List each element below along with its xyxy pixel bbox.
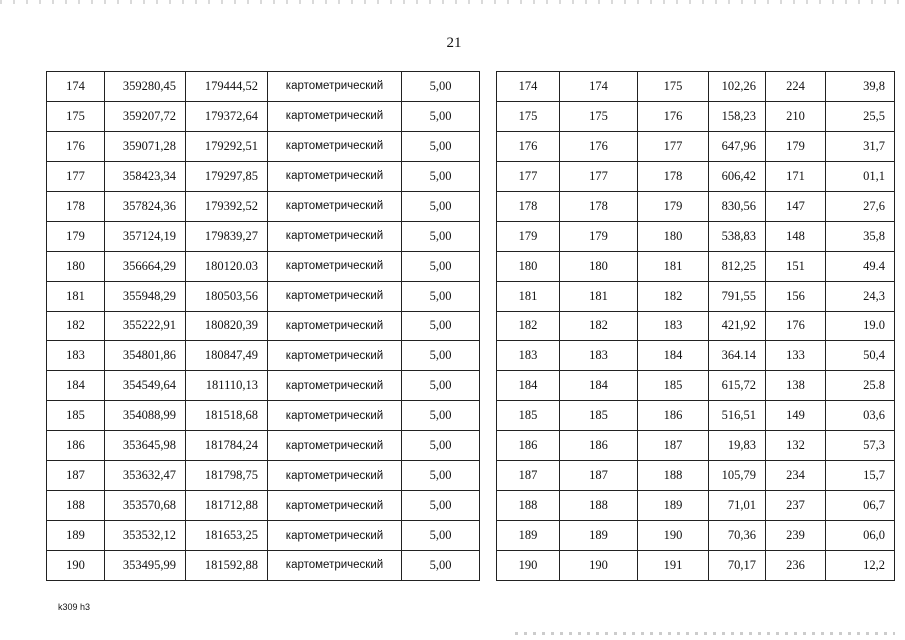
coordinate-y-cell: 179392,52 (186, 191, 268, 221)
point-number-cell: 181 (497, 281, 560, 311)
point-number-cell: 189 (47, 521, 105, 551)
angle-degrees-cell: 138 (766, 371, 826, 401)
point-number-cell: 178 (47, 191, 105, 221)
segment-to-cell: 180 (638, 221, 709, 251)
coordinate-x-cell: 357124,19 (105, 221, 186, 251)
angle-minutes-cell: 25,5 (826, 101, 895, 131)
method-cell: картометрический (268, 281, 402, 311)
table-row (47, 431, 480, 461)
accuracy-cell: 5,00 (402, 101, 480, 131)
segment-to-cell: 178 (638, 161, 709, 191)
point-number-cell: 184 (497, 371, 560, 401)
point-number-cell: 186 (47, 431, 105, 461)
angle-minutes-cell: 12,2 (826, 551, 895, 581)
segment-from-cell: 189 (560, 521, 638, 551)
angle-minutes-cell: 24,3 (826, 281, 895, 311)
length-cell: 606,42 (709, 161, 766, 191)
table-row (47, 101, 480, 131)
angle-minutes-cell: 06,7 (826, 491, 895, 521)
table-row (497, 281, 895, 311)
segment-to-cell: 185 (638, 371, 709, 401)
coordinate-y-cell: 179292,51 (186, 131, 268, 161)
method-cell: картометрический (268, 191, 402, 221)
table-row (47, 371, 480, 401)
coordinate-y-cell: 180503,56 (186, 281, 268, 311)
point-number-cell: 184 (47, 371, 105, 401)
angle-degrees-cell: 148 (766, 221, 826, 251)
point-number-cell: 178 (497, 191, 560, 221)
table-row (497, 191, 895, 221)
point-number-cell: 190 (497, 551, 560, 581)
segment-from-cell: 175 (560, 101, 638, 131)
angle-degrees-cell: 237 (766, 491, 826, 521)
boundary-segments-table (496, 71, 895, 581)
angle-minutes-cell: 31,7 (826, 131, 895, 161)
table-row (497, 131, 895, 161)
point-number-cell: 185 (47, 401, 105, 431)
coordinate-y-cell: 180820,39 (186, 311, 268, 341)
coordinate-y-cell: 181110,13 (186, 371, 268, 401)
point-number-cell: 188 (47, 491, 105, 521)
segment-to-cell: 189 (638, 491, 709, 521)
length-cell: 830,56 (709, 191, 766, 221)
table-row (47, 251, 480, 281)
segment-from-cell: 181 (560, 281, 638, 311)
coordinate-x-cell: 358423,34 (105, 161, 186, 191)
segment-from-cell: 184 (560, 371, 638, 401)
length-cell: 102,26 (709, 72, 766, 102)
coordinate-y-cell: 179444,52 (186, 72, 268, 102)
angle-degrees-cell: 133 (766, 341, 826, 371)
accuracy-cell: 5,00 (402, 311, 480, 341)
segment-to-cell: 181 (638, 251, 709, 281)
segment-from-cell: 179 (560, 221, 638, 251)
table-row (497, 221, 895, 251)
table-row (47, 161, 480, 191)
angle-minutes-cell: 57,3 (826, 431, 895, 461)
angle-degrees-cell: 176 (766, 311, 826, 341)
angle-degrees-cell: 239 (766, 521, 826, 551)
coordinate-x-cell: 353632,47 (105, 461, 186, 491)
table-row (47, 521, 480, 551)
angle-degrees-cell: 179 (766, 131, 826, 161)
accuracy-cell: 5,00 (402, 161, 480, 191)
segment-to-cell: 179 (638, 191, 709, 221)
length-cell: 105,79 (709, 461, 766, 491)
table-row (497, 461, 895, 491)
angle-minutes-cell: 15,7 (826, 461, 895, 491)
angle-minutes-cell: 50,4 (826, 341, 895, 371)
table-row (47, 401, 480, 431)
segment-from-cell: 180 (560, 251, 638, 281)
table-row (497, 491, 895, 521)
accuracy-cell: 5,00 (402, 401, 480, 431)
angle-degrees-cell: 132 (766, 431, 826, 461)
accuracy-cell: 5,00 (402, 341, 480, 371)
length-cell: 71,01 (709, 491, 766, 521)
angle-minutes-cell: 49.4 (826, 251, 895, 281)
segment-to-cell: 182 (638, 281, 709, 311)
method-cell: картометрический (268, 551, 402, 581)
coordinate-y-cell: 181798,75 (186, 461, 268, 491)
accuracy-cell: 5,00 (402, 221, 480, 251)
table-row (497, 251, 895, 281)
length-cell: 364.14 (709, 341, 766, 371)
length-cell: 70,17 (709, 551, 766, 581)
point-number-cell: 179 (497, 221, 560, 251)
angle-degrees-cell: 151 (766, 251, 826, 281)
coordinate-x-cell: 359071,28 (105, 131, 186, 161)
point-number-cell: 175 (47, 101, 105, 131)
angle-degrees-cell: 236 (766, 551, 826, 581)
angle-degrees-cell: 210 (766, 101, 826, 131)
point-number-cell: 180 (497, 251, 560, 281)
coordinate-x-cell: 355222,91 (105, 311, 186, 341)
angle-degrees-cell: 224 (766, 72, 826, 102)
table-row (47, 461, 480, 491)
table-row (497, 311, 895, 341)
angle-minutes-cell: 27,6 (826, 191, 895, 221)
table-row (47, 131, 480, 161)
accuracy-cell: 5,00 (402, 191, 480, 221)
segment-from-cell: 182 (560, 311, 638, 341)
table-row (47, 281, 480, 311)
segment-from-cell: 178 (560, 191, 638, 221)
segment-to-cell: 177 (638, 131, 709, 161)
coordinate-x-cell: 354088,99 (105, 401, 186, 431)
table-row (497, 101, 895, 131)
angle-degrees-cell: 156 (766, 281, 826, 311)
segment-from-cell: 183 (560, 341, 638, 371)
coordinates-table (46, 71, 480, 581)
point-number-cell: 186 (497, 431, 560, 461)
length-cell: 812,25 (709, 251, 766, 281)
angle-minutes-cell: 01,1 (826, 161, 895, 191)
accuracy-cell: 5,00 (402, 431, 480, 461)
coordinate-y-cell: 180847,49 (186, 341, 268, 371)
coordinate-x-cell: 357824,36 (105, 191, 186, 221)
length-cell: 791,55 (709, 281, 766, 311)
segment-to-cell: 188 (638, 461, 709, 491)
method-cell: картометрический (268, 161, 402, 191)
angle-minutes-cell: 25.8 (826, 371, 895, 401)
coordinate-y-cell: 179297,85 (186, 161, 268, 191)
accuracy-cell: 5,00 (402, 491, 480, 521)
coordinate-x-cell: 359207,72 (105, 101, 186, 131)
page-number: 21 (446, 35, 462, 51)
coordinate-y-cell: 181653,25 (186, 521, 268, 551)
coordinate-x-cell: 355948,29 (105, 281, 186, 311)
segment-to-cell: 175 (638, 72, 709, 102)
length-cell: 538,83 (709, 221, 766, 251)
segment-to-cell: 184 (638, 341, 709, 371)
point-number-cell: 187 (497, 461, 560, 491)
length-cell: 647,96 (709, 131, 766, 161)
method-cell: картометрический (268, 461, 402, 491)
coordinate-x-cell: 353645,98 (105, 431, 186, 461)
segment-to-cell: 186 (638, 401, 709, 431)
table-row (497, 72, 895, 102)
table-row (47, 221, 480, 251)
coordinate-y-cell: 180120.03 (186, 251, 268, 281)
angle-minutes-cell: 03,6 (826, 401, 895, 431)
length-cell: 421,92 (709, 311, 766, 341)
point-number-cell: 185 (497, 401, 560, 431)
table-row (47, 551, 480, 581)
angle-degrees-cell: 147 (766, 191, 826, 221)
accuracy-cell: 5,00 (402, 521, 480, 551)
accuracy-cell: 5,00 (402, 131, 480, 161)
method-cell: картометрический (268, 311, 402, 341)
angle-degrees-cell: 171 (766, 161, 826, 191)
coordinate-y-cell: 181712,88 (186, 491, 268, 521)
table-row (497, 341, 895, 371)
method-cell: картометрический (268, 521, 402, 551)
point-number-cell: 174 (47, 72, 105, 102)
point-number-cell: 176 (497, 131, 560, 161)
length-cell: 70,36 (709, 521, 766, 551)
scan-artifact-top (0, 0, 905, 4)
segment-from-cell: 174 (560, 72, 638, 102)
point-number-cell: 190 (47, 551, 105, 581)
method-cell: картометрический (268, 371, 402, 401)
accuracy-cell: 5,00 (402, 72, 480, 102)
point-number-cell: 183 (497, 341, 560, 371)
method-cell: картометрический (268, 131, 402, 161)
angle-degrees-cell: 149 (766, 401, 826, 431)
angle-degrees-cell: 234 (766, 461, 826, 491)
segment-to-cell: 190 (638, 521, 709, 551)
segment-from-cell: 185 (560, 401, 638, 431)
point-number-cell: 181 (47, 281, 105, 311)
point-number-cell: 182 (47, 311, 105, 341)
table-row (497, 401, 895, 431)
table-row (497, 521, 895, 551)
table-row (497, 551, 895, 581)
method-cell: картометрический (268, 101, 402, 131)
segment-from-cell: 176 (560, 131, 638, 161)
segment-from-cell: 190 (560, 551, 638, 581)
coordinate-x-cell: 354801,86 (105, 341, 186, 371)
coordinate-y-cell: 181784,24 (186, 431, 268, 461)
segment-from-cell: 177 (560, 161, 638, 191)
table-row (47, 191, 480, 221)
point-number-cell: 183 (47, 341, 105, 371)
table-row (497, 431, 895, 461)
coordinate-x-cell: 353532,12 (105, 521, 186, 551)
coordinate-x-cell: 356664,29 (105, 251, 186, 281)
angle-minutes-cell: 19.0 (826, 311, 895, 341)
coordinate-y-cell: 179839,27 (186, 221, 268, 251)
point-number-cell: 175 (497, 101, 560, 131)
angle-minutes-cell: 06,0 (826, 521, 895, 551)
point-number-cell: 174 (497, 72, 560, 102)
coordinate-y-cell: 181592,88 (186, 551, 268, 581)
point-number-cell: 189 (497, 521, 560, 551)
scan-artifact-bottom (515, 632, 895, 635)
segment-to-cell: 176 (638, 101, 709, 131)
length-cell: 19,83 (709, 431, 766, 461)
table-row (47, 311, 480, 341)
segment-to-cell: 183 (638, 311, 709, 341)
coordinate-y-cell: 179372,64 (186, 101, 268, 131)
point-number-cell: 187 (47, 461, 105, 491)
accuracy-cell: 5,00 (402, 281, 480, 311)
point-number-cell: 176 (47, 131, 105, 161)
segment-from-cell: 188 (560, 491, 638, 521)
accuracy-cell: 5,00 (402, 251, 480, 281)
coordinate-x-cell: 353570,68 (105, 491, 186, 521)
table-row (47, 491, 480, 521)
method-cell: картометрический (268, 431, 402, 461)
point-number-cell: 177 (497, 161, 560, 191)
length-cell: 615,72 (709, 371, 766, 401)
method-cell: картометрический (268, 491, 402, 521)
method-cell: картометрический (268, 251, 402, 281)
accuracy-cell: 5,00 (402, 461, 480, 491)
coordinate-x-cell: 354549,64 (105, 371, 186, 401)
method-cell: картометрический (268, 341, 402, 371)
segment-to-cell: 187 (638, 431, 709, 461)
table-row (47, 72, 480, 102)
segment-to-cell: 191 (638, 551, 709, 581)
angle-minutes-cell: 35,8 (826, 221, 895, 251)
coordinate-x-cell: 359280,45 (105, 72, 186, 102)
point-number-cell: 177 (47, 161, 105, 191)
method-cell: картометрический (268, 72, 402, 102)
method-cell: картометрический (268, 221, 402, 251)
accuracy-cell: 5,00 (402, 371, 480, 401)
footer-code: k309 h3 (58, 602, 91, 612)
point-number-cell: 179 (47, 221, 105, 251)
point-number-cell: 180 (47, 251, 105, 281)
segment-from-cell: 186 (560, 431, 638, 461)
segment-from-cell: 187 (560, 461, 638, 491)
length-cell: 516,51 (709, 401, 766, 431)
coordinate-y-cell: 181518,68 (186, 401, 268, 431)
table-row (497, 371, 895, 401)
coordinate-x-cell: 353495,99 (105, 551, 186, 581)
table-row (497, 161, 895, 191)
angle-minutes-cell: 39,8 (826, 72, 895, 102)
table-row (47, 341, 480, 371)
accuracy-cell: 5,00 (402, 551, 480, 581)
method-cell: картометрический (268, 401, 402, 431)
length-cell: 158,23 (709, 101, 766, 131)
point-number-cell: 182 (497, 311, 560, 341)
point-number-cell: 188 (497, 491, 560, 521)
